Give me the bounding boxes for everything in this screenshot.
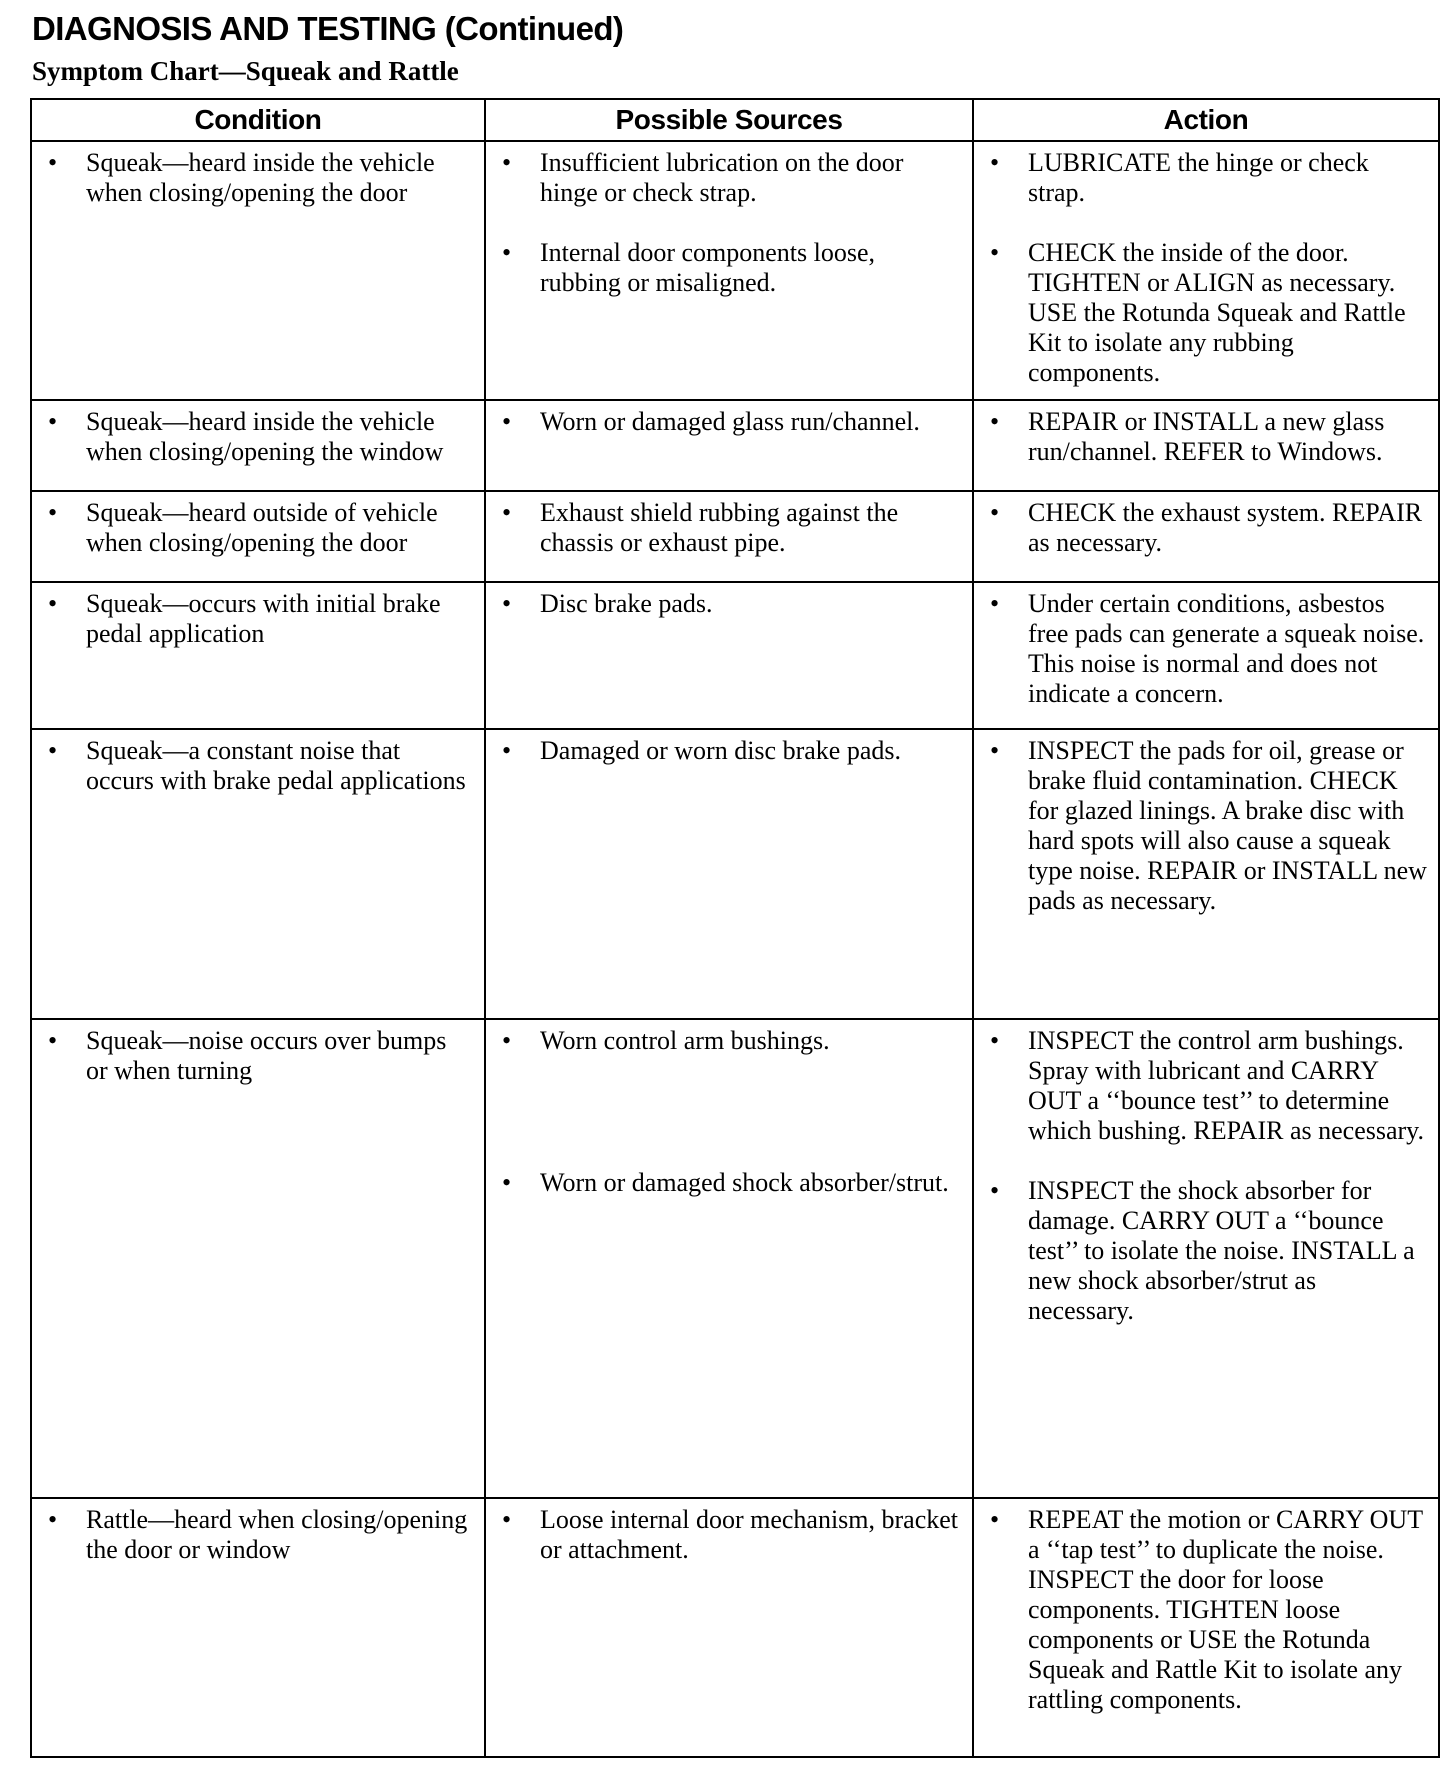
table-row (31, 582, 1439, 729)
condition-text: • Squeak—heard inside the vehicle when closing/opening the window (42, 407, 474, 467)
condition-cell (31, 400, 485, 491)
action-cell (973, 582, 1439, 729)
action-item: • INSPECT the shock absorber for damage. CARRY OUT a ‘‘bounce test’’ to isolate the noise. INSTALL a new shock absorber/strut as necessary. (984, 1176, 1428, 1326)
column-header-possible-sources: Possible Sources (485, 99, 973, 141)
action-item: • Under certain conditions, asbestos free pads can generate a squeak noise. This noise is normal and does not indicate a concern. (984, 589, 1428, 709)
condition-cell (31, 491, 485, 582)
symptom-chart-table (30, 98, 1440, 1758)
table-row (31, 1019, 1439, 1498)
table-row (31, 729, 1439, 1019)
sources-cell (485, 1019, 973, 1498)
condition-cell (31, 1498, 485, 1757)
sources-cell (485, 491, 973, 582)
source-item: • Insufficient lubrication on the door hinge or check strap. (496, 148, 962, 208)
action-item: • CHECK the inside of the door. TIGHTEN or ALIGN as necessary. USE the Rotunda Squeak and Rattle Kit to isolate any rubbing components. (984, 238, 1428, 388)
source-item: • Worn or damaged glass run/channel. (496, 407, 962, 437)
action-cell (973, 729, 1439, 1019)
table-row (31, 1498, 1439, 1757)
action-item: • REPAIR or INSTALL a new glass run/channel. REFER to Windows. (984, 407, 1428, 467)
sources-cell (485, 582, 973, 729)
action-cell (973, 1498, 1439, 1757)
table-row (31, 491, 1439, 582)
chart-title: Symptom Chart—Squeak and Rattle (32, 56, 459, 86)
table-header-row (31, 99, 1439, 141)
condition-text: • Squeak—heard inside the vehicle when closing/opening the door (42, 148, 474, 208)
action-item: • INSPECT the control arm bushings. Spray with lubricant and CARRY OUT a ‘‘bounce test’’ to determine which bushing. REPAIR as necessary. (984, 1026, 1428, 1146)
action-item: • CHECK the exhaust system. REPAIR as necessary. (984, 498, 1428, 558)
table-row (31, 400, 1439, 491)
source-item: • Worn control arm bushings. (496, 1026, 962, 1056)
action-cell (973, 400, 1439, 491)
condition-cell (31, 729, 485, 1019)
sources-cell (485, 400, 973, 491)
source-item: • Worn or damaged shock absorber/strut. (496, 1168, 962, 1198)
sources-cell (485, 141, 973, 400)
sources-cell (485, 729, 973, 1019)
condition-cell (31, 1019, 485, 1498)
action-cell (973, 491, 1439, 582)
condition-text: • Rattle—heard when closing/opening the door or window (42, 1505, 474, 1565)
source-item: • Disc brake pads. (496, 589, 962, 619)
column-header-action: Action (973, 99, 1439, 141)
source-item: • Loose internal door mechanism, bracket or attachment. (496, 1505, 962, 1565)
source-item: • Internal door components loose, rubbing or misaligned. (496, 238, 962, 298)
condition-cell (31, 141, 485, 400)
source-item: • Exhaust shield rubbing against the chassis or exhaust pipe. (496, 498, 962, 558)
condition-text: • Squeak—occurs with initial brake pedal application (42, 589, 474, 649)
action-item: • LUBRICATE the hinge or check strap. (984, 148, 1428, 208)
section-heading: DIAGNOSIS AND TESTING (Continued) (32, 10, 624, 47)
sources-cell (485, 1498, 973, 1757)
condition-text: • Squeak—a constant noise that occurs with brake pedal applications (42, 736, 474, 796)
condition-text: • Squeak—heard outside of vehicle when closing/opening the door (42, 498, 474, 558)
condition-text: • Squeak—noise occurs over bumps or when turning (42, 1026, 474, 1086)
table-row (31, 141, 1439, 400)
action-item: • INSPECT the pads for oil, grease or brake fluid contamination. CHECK for glazed linings. A brake disc with hard spots will also cause a squeak type noise. REPAIR or INSTALL new pads as necessary. (984, 736, 1428, 916)
condition-cell (31, 582, 485, 729)
column-header-condition: Condition (31, 99, 485, 141)
action-item: • REPEAT the motion or CARRY OUT a ‘‘tap test’’ to duplicate the noise. INSPECT the door for loose components. TIGHTEN loose components or USE the Rotunda Squeak and Rattle Kit to isolate any rattling components. (984, 1505, 1428, 1715)
action-cell (973, 141, 1439, 400)
source-item: • Damaged or worn disc brake pads. (496, 736, 962, 766)
action-cell (973, 1019, 1439, 1498)
